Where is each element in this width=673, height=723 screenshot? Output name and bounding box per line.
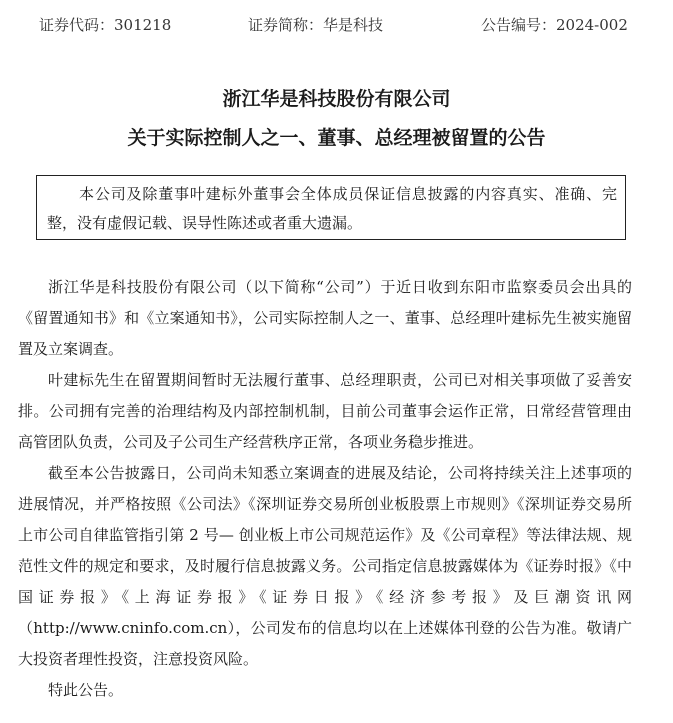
- stock-code: 证券代码：301218: [39, 16, 172, 34]
- announcement-body: [18, 272, 632, 706]
- announcement-title: 关于实际控制人之一、董事、总经理被留置的公告: [127, 127, 546, 149]
- paragraph-closing: 特此公告。: [48, 681, 124, 699]
- paragraph-investigation-progress: 截至本公告披露日，公司尚未知悉立案调查的进展及结论，公司将持续关注上述事项的进展情况，并严格按照《公司法》《深圳证券交易所创业板股票上市规则》《深圳证券交易所上市公司自律监管指引第 2 号— 创业板上市公司规范运作》及《公司章程》等法律法规、规范性文件的规定和要求，及时履行信息披露义务。公司指定信息披露媒体为《证券时报》《中国证券报》《上海证券报》《证券日报》《经济参考报》及巨潮资讯网（http://www.cninfo.com.cn），公司发布的信息均以在上述媒体刊登的公告为准。敬请广大投资者理性投资，注意投资风险。: [18, 464, 632, 668]
- announcement-number: 公告编号：2024-002: [481, 16, 628, 34]
- board-statement-box: 本公司及除董事叶建标外董事会全体成员保证信息披露的内容真实、准确、完整，没有虚假记载、误导性陈述或者重大遗漏。: [36, 175, 626, 240]
- paragraph-detention-notice: 浙江华是科技股份有限公司（以下简称“公司”）于近日收到东阳市监察委员会出具的《留置通知书》和《立案通知书》，公司实际控制人之一、董事、总经理叶建标先生被实施留置及立案调查。: [18, 278, 632, 358]
- stock-short-name: 证券简称：华是科技: [248, 16, 384, 34]
- paragraph-duties-arrangement: 叶建标先生在留置期间暂时无法履行董事、总经理职责，公司已对相关事项做了妥善安排。公司拥有完善的治理结构及内部控制机制，目前公司董事会运作正常，日常经营管理由高管团队负责，公司及子公司生产经营秩序正常，各项业务稳步推进。: [18, 371, 632, 451]
- document-header: [0, 14, 673, 38]
- company-title: 浙江华是科技股份有限公司: [222, 88, 451, 110]
